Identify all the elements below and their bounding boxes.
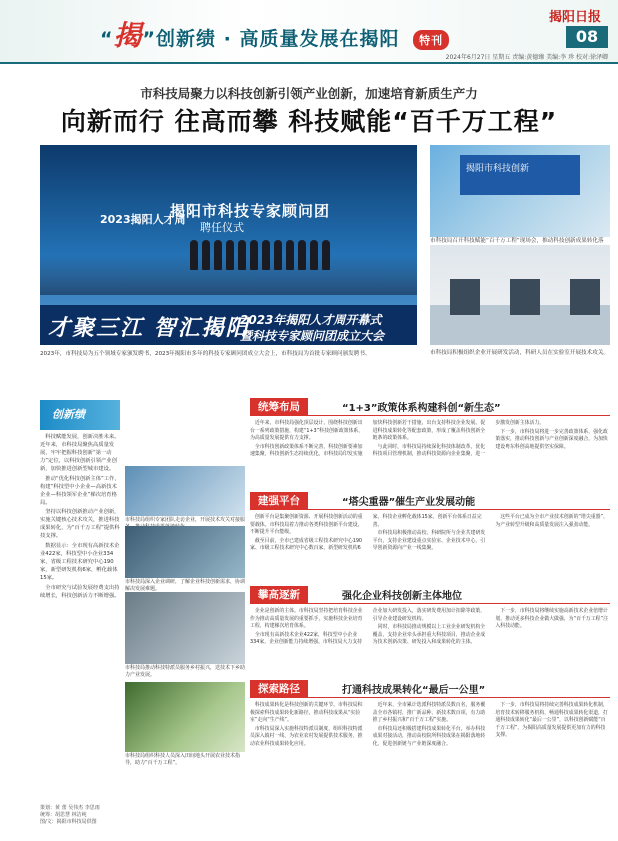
top-right-photo [430, 145, 610, 237]
photo-slogan-line2: 暨科技专家顾问团成立大会 [240, 329, 385, 343]
commentary-paragraph: 坚持以科技创新推动产业创新，实施关键核心技术攻关，推进科技成果转化，为“百千万工程”提供科技支撑。 [40, 509, 120, 540]
section-paragraph: 近年来，市科技局强化顶层设计，围绕科技创新出台一系列政策措施，构建“1+3”科技创新政策体系，为高质量发展提供有力支撑。 [250, 420, 364, 442]
commentary-paragraph: 数据显示：全市现有高新技术企业422家，科技型中小企业334家，省级工程技术研究中心190家，新型研发机构6家，孵化载体15家。 [40, 543, 120, 581]
paper-logo: 揭阳日报 [548, 10, 601, 25]
section-title: “塔尖重器”催生产业发展动能 [342, 497, 476, 508]
section-photo-caption: 市科技局组织专家团队走访企业，开展技术攻关对接服 [125, 517, 246, 523]
commentary-tag: 创新绩 [40, 400, 120, 430]
section-body [250, 608, 610, 674]
section-paragraph: 市科技局深入实施科技特派员制度，组织科技特派员深入镇村一线，为农业农村发展提供技术服务，推动农业科技成果转化应用。 [250, 725, 363, 747]
photo-banner-sub: 聘任仪式 [200, 221, 244, 234]
section-rule [250, 697, 610, 698]
section-header [250, 492, 610, 510]
section-paragraph: 全市现有高新技术企业422家，科技型中小企业334家，企业创新能力持续增强。市科技局大力支持企业加大研发投入，落实研发费用加计扣除等政策，引导企业建设研发机构。 [250, 608, 486, 646]
article-headline: 向新而行 往高而攀 科技赋能“百千万工程” [60, 107, 558, 136]
main-photo-caption: 2023年，市科技局为五个领域专家颁发聘书，2023年揭阳市多年的科技专家顾问团成立大会上，市科技局为首批专家顾问颁发聘书。 [40, 351, 371, 357]
section-paragraph: 企业是创新的主体。市科技局坚持把培育科技企业作为推动高质量发展的重要抓手，实施科技企业培育工程，构建梯次培育体系。 [250, 608, 363, 630]
section-header [250, 586, 610, 604]
commentary-body [40, 434, 120, 601]
section-photo-caption: 市科技局组织科技人员深入田间地头开展农业技术指导，助力“百千万工程”。 [125, 753, 241, 767]
section-paragraph: 下一步，市科技局将进一步完善政策体系，强化政策落实，推动科技创新与产业创新深度融合，为加快建设粤东科创高地提供坚实保障。 [495, 428, 608, 450]
section-paragraph: 与此同时，市科技局持续深化科技体制改革，优化科技项目管理机制，推动科技资源向企业集聚，进一步激发创新主体活力。 [372, 420, 545, 458]
commentary-column [40, 400, 120, 603]
section-paragraph: 全市科技创新政策体系不断完善，科技创新要素加速集聚，科技创新生态持续优化。市科技局印发实施加快科技创新若干措施，出台支持科技企业发展、促进科技成果转化等配套政策，形成了覆盖科技创新全链条的政策体系。 [250, 420, 486, 458]
section-photo [125, 682, 245, 752]
masthead [0, 0, 618, 64]
commentary-paragraph: 全市研究与试验发展经费支出持续增长，科技创新活力不断增强。 [40, 584, 120, 599]
top-right-caption: 市科技局召开科技赋能“百千万工程”现场会，推动科技创新成果转化落 [430, 238, 604, 244]
commentary-paragraph: 推动“优化科技创新主体”工作，构建“科技型中小企业—高新技术企业—科技领军企业”梯次培育格局。 [40, 475, 120, 506]
section-paragraph: 创新平台是集聚创新资源、开展科技创新活动的重要载体。市科技局着力推动各类科技创新平台建设，不断提升平台能级。 [250, 514, 363, 536]
section-rule [250, 415, 610, 416]
photo-year-text: 2023揭阳人才周 [100, 213, 186, 226]
main-photo [40, 145, 417, 345]
section-tag: 探索路径 [250, 680, 308, 698]
section-paragraph: 下一步，市科技局将继续实施高新技术企业倍增计划，推动更多科技企业做大做强，为“百千万工程”注入科技动能。 [495, 608, 608, 630]
section-paragraph: 截至目前，全市已建成省级工程技术研究中心190家、市级工程技术研究中心数百家，新型研发机构6家，科技企业孵化载体15家，创新平台体系日益完善。 [250, 514, 482, 552]
section-body [250, 514, 610, 580]
article-subtitle: 市科技局聚力以科技创新引领产业创新，加速培育新质生产力 [140, 86, 478, 101]
bottom-right-photo [430, 245, 610, 345]
section-photo-caption: 市科技局推动科技特派员服务乡村振兴，送技术下乡助力产业发展。 [125, 665, 246, 679]
section-title: 打通科技成果转化“最后一公里” [342, 685, 486, 696]
section-photo [125, 526, 245, 578]
banner-rest: ”创新绩 · 高质量发展在揭阳 [142, 28, 400, 50]
section-paragraph: 下一步，市科技局将持续完善科技成果转化机制，培育技术转移服务机构，畅通科技成果转化渠道，打通科技成果转化“最后一公里”，以科技创新赋能“百千万工程”，为揭阳高质量发展提供更加有力的科技支撑。 [495, 702, 608, 739]
section-rule [250, 603, 610, 604]
special-badge: 特刊 [413, 30, 449, 50]
section-body [250, 420, 610, 486]
section-rule [250, 509, 610, 510]
photo-slogan-line1: 2023年揭阳人才周开幕式 [240, 313, 382, 327]
section-paragraph: 近年来，全市累计选派科技特派员数百名，服务覆盖全市各镇村，推广新品种、新技术数百项，有力助推了乡村振兴和“百千万工程”实施。 [372, 702, 486, 724]
credit-block: 策划：黄 蕾 吴伟杰 李思雨 统筹：胡思慧 林洁纯 图/文：揭阳市科技局供图 [40, 805, 100, 825]
section-paragraph: 市科技局还积极搭建科技成果转化平台，举办科技成果对接活动，推动高校院所科技成果在揭阳落地转化，促进创新链与产业链深度融合。 [372, 725, 486, 747]
section-body [250, 702, 610, 802]
page-number: 08 [566, 26, 608, 48]
meeting-screen [460, 155, 580, 195]
section-tag: 攀高逐新 [250, 586, 308, 604]
section-paragraph: 市科技局积极推动高校、科研院所与企业共建研发平台，支持企业建设重点实验室、企业技术中心，引导创新资源向产业一线集聚。 [372, 530, 486, 552]
photo-people [190, 240, 330, 270]
section-photo [125, 466, 245, 516]
date-line: 2024年6月27日 星期五 责编:黄德臻 美编:李 珍 校对:徐泽卿 [445, 54, 608, 61]
section-tag: 建强平台 [250, 492, 308, 510]
section-tag: 统筹布局 [250, 398, 308, 416]
section-header [250, 680, 610, 698]
lab-equipment [450, 279, 480, 315]
photo-slogan-bar [40, 305, 417, 345]
banner-quote: “ [100, 28, 114, 50]
special-issue-banner [100, 14, 449, 54]
lab-equipment [510, 279, 540, 315]
section-photo-caption: 市科技局深入企业调研，了解企业科技创新需求，协调解决发展难题。 [125, 579, 246, 593]
photo-banner-text: 揭阳市科技专家顾问团 [170, 202, 331, 220]
section-title: 强化企业科技创新主体地位 [342, 591, 462, 602]
section-paragraph: 同时，市科技局推动规模以上工业企业研发机构全覆盖，支持企业牵头承担重大科技项目，推动企业成为技术创新决策、研发投入和成果转化的主体。 [372, 624, 486, 646]
banner-big-char: 揭 [113, 19, 143, 52]
photo-slogan: 才聚三江 智汇揭阳 [48, 316, 250, 341]
section-paragraph: 这些平台已成为全市产业技术创新的“塔尖重器”，为产业转型升级和高质量发展注入强劲动能。 [495, 514, 608, 528]
bottom-right-caption: 市科技局积极组织企业开展研发活动，科研人员在实验室开展技术攻关。 [430, 350, 610, 356]
section-header [250, 398, 610, 416]
screen-text: 揭阳市科技创新 [466, 164, 530, 174]
section-paragraph: 科技成果转化是科技创新的关键环节。市科技局积极探索科技成果转化新路径，推动科技成果从“实验室”走向“生产线”。 [250, 702, 363, 724]
lab-equipment [570, 279, 600, 315]
section-title: “1+3”政策体系构建科创“新生态” [342, 403, 501, 414]
section-photo [125, 592, 245, 664]
commentary-paragraph: 科技赋能发展，创新决胜未来。近年来，市科技局聚焦高质量发展，牢牢把握科技创新“第一动力”定位，以科技创新引领产业创新，加快推进创新型城市建设。 [40, 434, 120, 472]
